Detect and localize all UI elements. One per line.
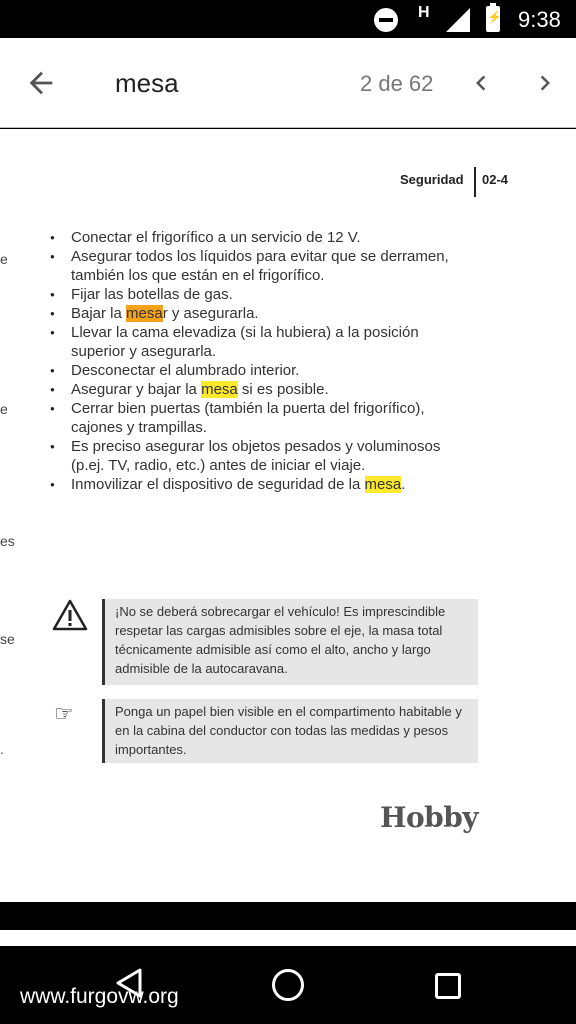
item-text: r y asegurarla. — [162, 305, 259, 322]
search-query[interactable]: mesa — [115, 68, 179, 98]
network-type-label: H — [418, 4, 430, 21]
section-title: Seguridad — [400, 172, 464, 187]
search-match: mesa — [201, 381, 238, 398]
checklist-item — [50, 228, 470, 247]
margin-fragment: se — [0, 631, 15, 647]
section-number: 02-4 — [482, 172, 509, 187]
margin-fragment: e — [0, 401, 8, 417]
tip-note: Ponga un papel bien visible en el compartimento habitable y en la cabina del conductor con todas las medidas y pesos importantes. — [102, 699, 478, 763]
checklist — [50, 228, 470, 494]
item-text: Cerrar bien puertas (también la puerta del frigorífico), cajones y trampillas. — [71, 400, 425, 436]
item-text: Es preciso asegurar los objetos pesados y voluminosos (p.ej. TV, radio, etc.) antes de iniciar el viaje. — [71, 438, 441, 474]
search-match: mesa — [364, 476, 402, 493]
checklist-item — [50, 323, 470, 361]
item-text: Conectar el frigorífico a un servicio de 12 V. — [71, 229, 361, 246]
checklist-item — [50, 247, 470, 285]
previous-page-edge — [0, 129, 14, 902]
margin-fragment: es — [0, 533, 15, 549]
pointing-hand-icon: ☞ — [54, 701, 74, 726]
item-text: Bajar la — [71, 305, 127, 322]
checklist-item — [50, 285, 470, 304]
checklist-item — [50, 437, 470, 475]
item-text: si es posible. — [237, 381, 329, 398]
margin-fragment: . — [0, 741, 4, 757]
item-text: Asegurar y bajar la — [71, 381, 202, 398]
checklist-item — [50, 361, 470, 380]
checklist-item — [50, 304, 470, 323]
item-text: Llevar la cama elevadiza (si la hubiera) a la posición superior y asegurarla. — [71, 324, 419, 360]
brand-logo: Hobby — [380, 801, 479, 834]
next-page-edge — [0, 930, 576, 946]
current-search-match: mesa — [126, 305, 163, 322]
margin-fragment: e — [0, 251, 8, 267]
checklist-item — [50, 380, 470, 399]
item-text: Desconectar el alumbrado interior. — [71, 362, 300, 379]
clock: 9:38 — [518, 7, 561, 32]
warning-note: ¡No se deberá sobrecargar el vehículo! Es imprescindible respetar las cargas admisibles sobre el eje, la masa total técnicamente admisible así como el alto, ancho y largo admisible de la autocaravana. — [102, 599, 478, 685]
page-gap — [0, 902, 576, 930]
signal-icon — [446, 8, 470, 32]
item-text: Inmovilizar el dispositivo de seguridad de la — [71, 476, 365, 493]
next-match-button[interactable] — [530, 68, 560, 98]
watermark: www.furgovw.org — [20, 985, 179, 1008]
nav-home-icon[interactable] — [272, 969, 304, 1001]
nav-recents-icon[interactable] — [435, 973, 461, 999]
header-divider — [474, 167, 476, 197]
battery-charging-icon — [486, 6, 500, 32]
checklist-item — [50, 399, 470, 437]
previous-match-button[interactable] — [466, 68, 496, 98]
back-arrow-icon[interactable] — [24, 66, 58, 100]
warning-icon — [52, 599, 88, 631]
item-text: Fijar las botellas de gas. — [71, 286, 233, 303]
checklist-item — [50, 475, 470, 494]
match-counter: 2 de 62 — [360, 71, 434, 96]
status-bar — [0, 0, 576, 38]
item-text: Asegurar todos los líquidos para evitar que se derramen, también los que están en el frigorífico. — [71, 248, 449, 284]
document-page — [0, 129, 576, 902]
item-text: . — [401, 476, 406, 493]
do-not-disturb-icon — [374, 8, 398, 32]
search-toolbar — [0, 38, 576, 128]
